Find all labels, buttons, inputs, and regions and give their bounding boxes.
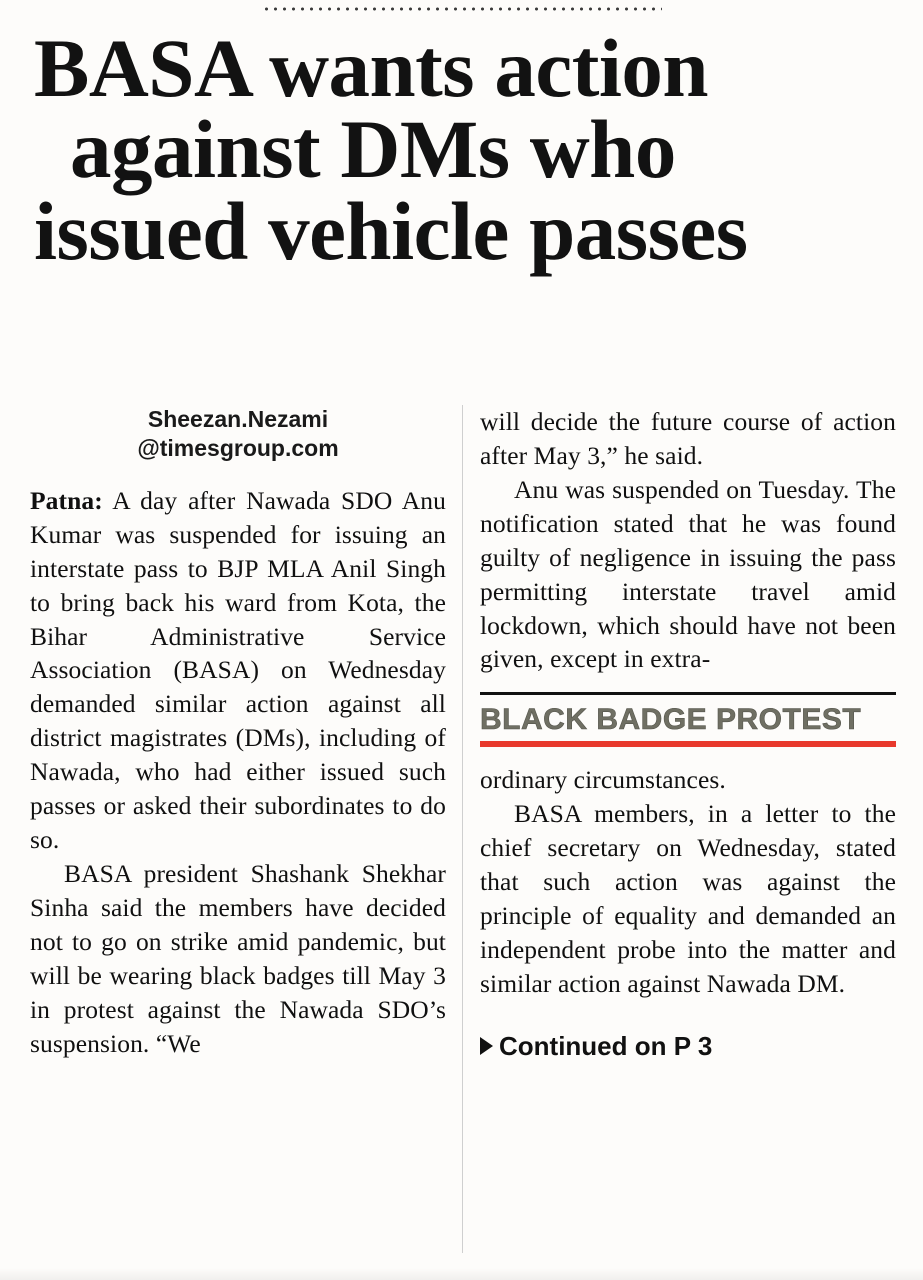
- byline-author: Sheezan.Nezami: [147, 406, 329, 432]
- dateline: Patna:: [30, 485, 103, 515]
- headline-line-1: BASA wants action: [34, 22, 709, 114]
- column-divider: [462, 405, 463, 1253]
- kicker-spacer: [480, 747, 896, 763]
- column-right: [480, 405, 896, 1062]
- byline: [30, 405, 446, 464]
- paragraph: will decide the future course of action after May 3,” he said.: [480, 407, 896, 470]
- headline-line-3: issued vehicle passes: [34, 184, 748, 277]
- page-bottom-edge: [0, 1268, 923, 1280]
- paragraph: [30, 484, 446, 857]
- article-body: [30, 405, 896, 1265]
- top-dotted-rule: [262, 6, 662, 12]
- triangle-right-icon: [480, 1037, 493, 1055]
- paragraph-text: A day after Nawada SDO Anu Kumar was suspended for issuing an interstate pass to BJP MLA Anil Singh to bring back his ward from Kota, the Bihar Administrative Service Association (BASA) on Wednesday demanded similar action against all district magistrates (DMs), including of Nawada, who had either issued such passes or asked their subordinates to do so.: [30, 485, 446, 855]
- paragraph: BASA members, in a letter to the chief secretary on Wednesday, stated that such action was against the principle of equality and demanded an independent probe into the matter and similar action against Nawada DM.: [480, 799, 896, 998]
- headline-line-2: against DMs who: [70, 103, 676, 196]
- continued-line: [480, 1031, 896, 1062]
- paragraph: ordinary circumstances.: [480, 765, 726, 795]
- paragraph: BASA president Shashank Shekhar Sinha said the members have decided not to go on strike amid pandemic, but will be wearing black badges till May 3 in protest against the Nawada SDO’s suspension. “We: [30, 859, 446, 1058]
- column-left: [30, 405, 446, 1061]
- kicker-banner: [480, 692, 896, 747]
- byline-handle: @timesgroup.com: [137, 435, 339, 462]
- paragraph: Anu was suspended on Tuesday. The notification stated that he was found guilty of negligence in issuing the pass permitting interstate travel amid lockdown, which should have not been given, except in extra-: [480, 474, 896, 674]
- page-title: [34, 22, 894, 277]
- kicker-label: BLACK BADGE PROTEST: [480, 703, 862, 737]
- continued-label: Continued on P 3: [499, 1030, 713, 1061]
